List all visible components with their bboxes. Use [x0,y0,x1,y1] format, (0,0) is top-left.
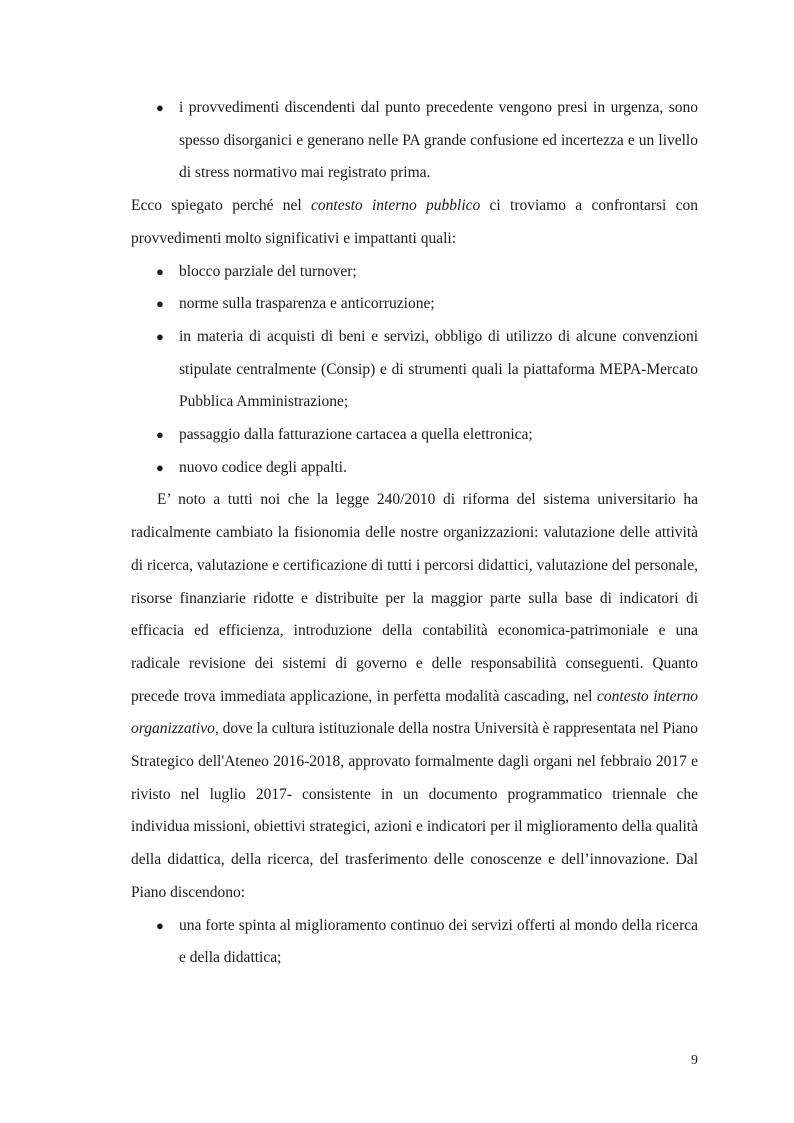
bullet-icon: ● [156,427,164,443]
list-item-text: norme sulla trasparenza e anticorruzione; [179,295,435,313]
bullet-icon: ● [156,328,164,344]
italic-term: contesto interno organizzativo [131,687,698,738]
paragraph-text: , dove la cultura istituzionale della nostra Università è rappresentata nel Piano Strategico dell'Ateneo 2016-2018, approvato formalmente dagli organi nel febbraio 2017 e rivisto nel luglio 2017- consistente in un documento programmatico triennale che individua missioni, obiettivi strategici, azioni e indicatori per il miglioramento della qualità della didattica, della ricerca, del trasferimento delle conoscenze e dell’innovazione. Dal Piano discendono: [131,720,698,901]
list-item-text: i provvedimenti discendenti dal punto precedente vengono presi in urgenza, sono spesso disorganici e generano nelle PA grande confusione ed incertezza e un livello di stress normativo mai registrato prima. [179,99,698,182]
list-item [156,419,698,452]
paragraph-text: E’ noto a tutti noi che la legge 240/2010 di riforma del sistema universitario ha radicalmente cambiato la fisionomia delle nostre organizzazioni: valutazione delle attività di ricerca, valutazione e certificazione di tutti i percorsi didattici, valutazione del personale, risorse finanziarie ridotte e distribuite per la maggior parte sulla base di indicatori di efficacia ed efficienza, introduzione della contabilità economica-patrimoniale e una radicale revisione dei sistemi di governo e delle responsabilità conseguenti. Quanto precede trova immediata applicazione, in perfetta modalità cascading, nel [131,491,698,705]
bullet-list-measures [131,256,698,485]
list-item-text: passaggio dalla fatturazione cartacea a quella elettronica; [179,426,533,444]
list-item-text: nuovo codice degli appalti. [179,458,347,476]
page-body [131,92,698,975]
list-item-text: una forte spinta al miglioramento continuo dei servizi offerti al mondo della ricerca e della didattica; [179,916,698,967]
bullet-icon: ● [156,917,164,933]
bullet-icon: ● [156,100,164,115]
list-item-text: in materia di acquisti di beni e servizi, obbligo di utilizzo di alcune convenzioni stipulate centralmente (Consip) e di strumenti quali la piattaforma MEPA-Mercato Pubblica Amministrazione; [179,327,698,411]
bullet-icon: ● [156,263,164,279]
list-item [156,452,698,485]
list-item [156,256,698,289]
list-item [156,321,698,419]
list-item-text: blocco parziale del turnover; [179,262,357,280]
paragraph-context-public [131,190,698,255]
bullet-icon: ● [156,296,164,312]
list-item [156,288,698,321]
list-item [156,92,698,190]
list-item [156,910,698,975]
bullet-list-plan-outcomes [131,910,698,975]
paragraph-text: Ecco spiegato perché nel [131,197,312,215]
italic-term: contesto interno pubblico [311,197,481,215]
page-number: 9 [691,1053,698,1068]
bullet-list-consequences [131,92,698,190]
paragraph-text: ci troviamo a confrontarsi con provvedimenti molto significativi e impattanti quali: [131,197,698,247]
paragraph-law-240 [131,484,698,909]
bullet-icon: ● [156,459,164,475]
